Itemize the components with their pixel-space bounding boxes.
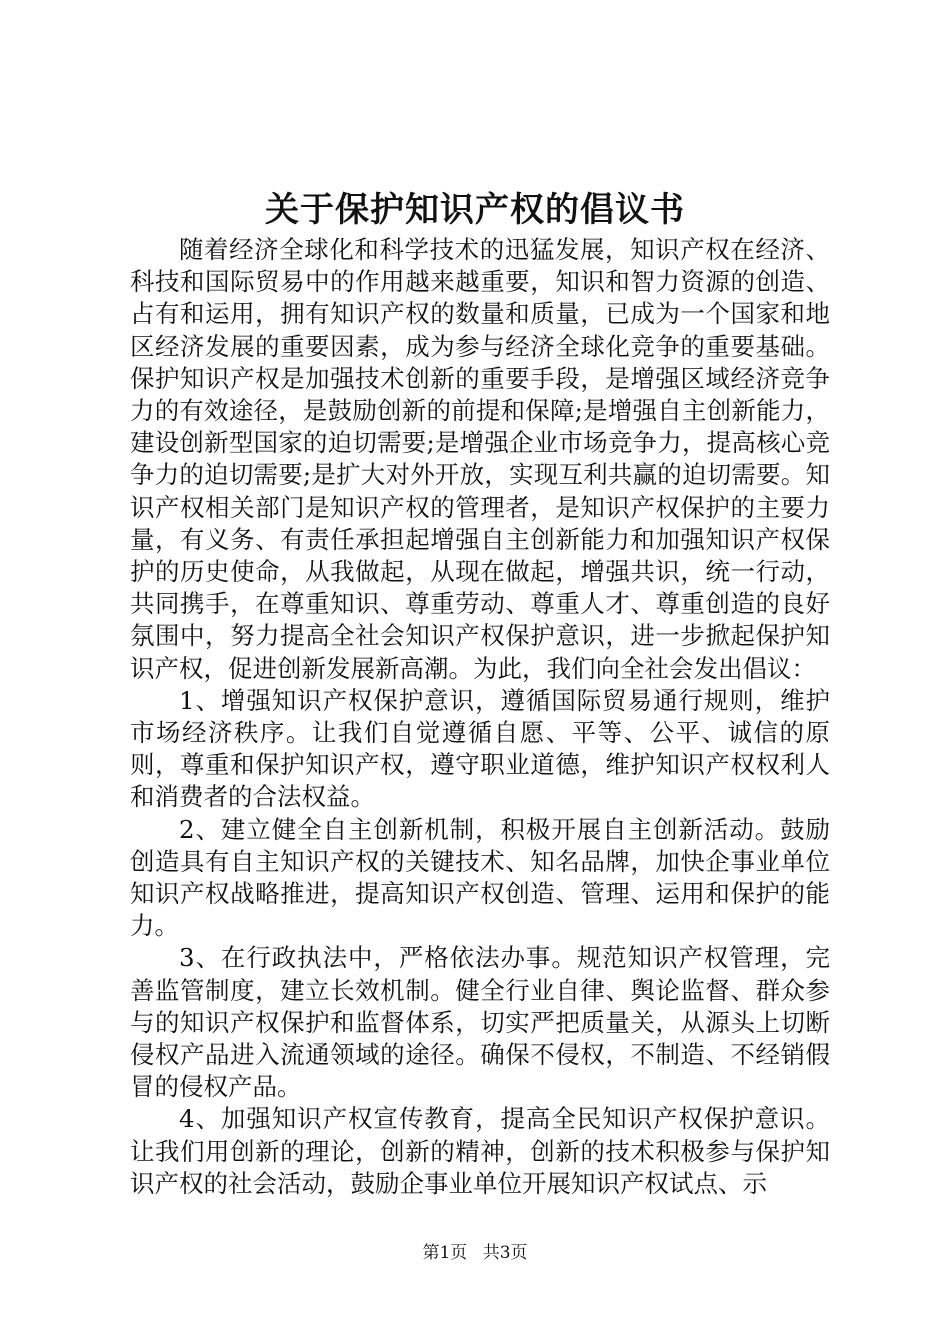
intro-paragraph: 随着经济全球化和科学技术的迅猛发展，知识产权在经济、科技和国际贸易中的作用越来越重要，知识和智力资源的创造、占有和运用，拥有知识产权的数量和质量，已成为一个国家和地区经济发展的重要因素，成为参与经济全球化竞争的重要基础。保护知识产权是加强技术创新的重要手段，是增强区域经济竞争力的有效途径，是鼓励创新的前提和保障;是增强自主创新能力，建设创新型国家的迫切需要;是增强企业市场竞争力，提高核心竞争力的迫切需要;是扩大对外开放，实现互利共赢的迫切需要。知识产权相关部门是知识产权的管理者，是知识产权保护的主要力量，有义务、有责任承担起增强自主创新能力和加强知识产权保护的历史使命，从我做起，从现在做起，增强共识，统一行动，共同携手，在尊重知识、尊重劳动、尊重人才、尊重创造的良好氛围中，努力提高全社会知识产权保护意识，进一步掀起保护知识产权，促进创新发展新高潮。为此，我们向全社会发出倡议： bbox=[130, 235, 830, 683]
document-title: 关于保护知识产权的倡议书 bbox=[265, 190, 685, 230]
proposal-paragraph-4: 4、加强知识产权宣传教育，提高全民知识产权保护意识。让我们用创新的理论，创新的精神，创新的技术积极参与保护知识产权的社会活动，鼓励企事业单位开展知识产权试点、示 bbox=[130, 1104, 830, 1198]
proposal-paragraph-3: 3、在行政执法中，严格依法办事。规范知识产权管理，完善监管制度，建立长效机制。健全行业自律、舆论监督、群众参与的知识产权保护和监督体系，切实严把质量关，从源头上切断侵权产品进入流通领域的途径。确保不侵权，不制造、不经销假冒的侵权产品。 bbox=[130, 943, 830, 1102]
document-body bbox=[130, 234, 830, 1200]
page-total: 共3页 bbox=[482, 1243, 528, 1263]
page-footer bbox=[0, 1241, 950, 1265]
proposal-paragraph-2: 2、建立健全自主创新机制，积极开展自主创新活动。鼓励创造具有自主知识产权的关键技术、知名品牌，加快企事业单位知识产权战略推进，提高知识产权创造、管理、运用和保护的能力。 bbox=[130, 814, 830, 941]
proposal-paragraph-1: 1、增强知识产权保护意识，遵循国际贸易通行规则，维护市场经济秩序。让我们自觉遵循自愿、平等、公平、诚信的原则，尊重和保护知识产权，遵守职业道德，维护知识产权权利人和消费者的合法权益。 bbox=[130, 685, 830, 812]
page-number: 第1页 bbox=[422, 1243, 468, 1263]
